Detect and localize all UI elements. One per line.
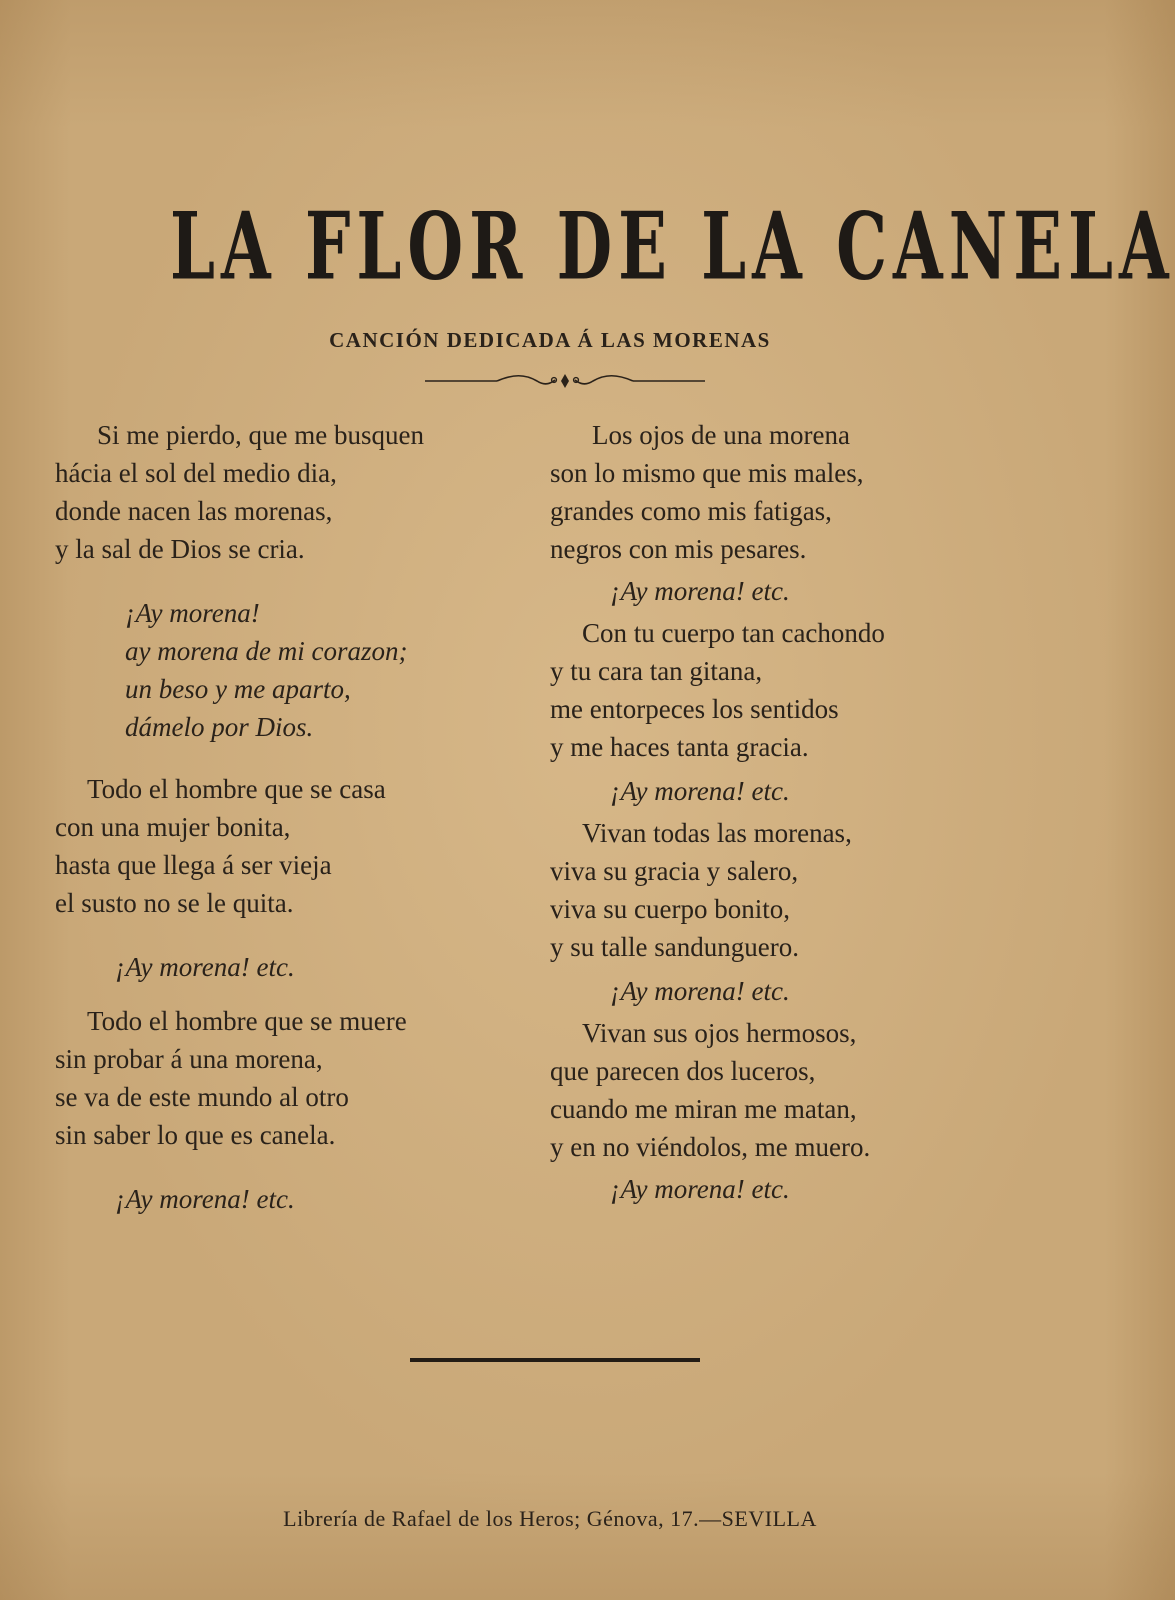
refrain: ¡Ay morena! etc.: [610, 1174, 790, 1204]
refrain: ¡Ay morena! etc.: [610, 776, 790, 806]
stanza-2: [550, 614, 1020, 766]
stanza-3: [55, 1002, 535, 1154]
chorus-line: ¡Ay morena!: [125, 598, 260, 628]
verse-line: Todo el hombre que se muere: [87, 1006, 407, 1036]
verse-line: Si me pierdo, que me busquen: [97, 420, 424, 450]
verse-line: viva su cuerpo bonito,: [550, 894, 790, 924]
chorus-line: dámelo por Dios.: [125, 712, 314, 742]
verse-line: y su talle sandunguero.: [550, 932, 799, 962]
verse-line: grandes como mis fatigas,: [550, 496, 832, 526]
verse-line: hácia el sol del medio dia,: [55, 458, 337, 488]
verse-line: me entorpeces los sentidos: [550, 694, 839, 724]
publisher-imprint: Librería de Rafael de los Heros; Génova, 17.—SEVILLA: [283, 1506, 817, 1531]
verse-line: cuando me miran me matan,: [550, 1094, 857, 1124]
verse-line: Vivan sus ojos hermosos,: [582, 1018, 857, 1048]
verse-line: se va de este mundo al otro: [55, 1082, 349, 1112]
stanza-3: [550, 814, 1020, 966]
verse-line: con una mujer bonita,: [55, 812, 291, 842]
stanza-1: [550, 416, 1020, 568]
refrain: ¡Ay morena! etc.: [115, 952, 295, 982]
song-title: LA FLOR DE LA CANELA: [170, 192, 1175, 302]
stanza-1: [55, 416, 535, 568]
verse-line: donde nacen las morenas,: [55, 496, 333, 526]
left-column: [55, 416, 535, 1218]
verse-line: y me haces tanta gracia.: [550, 732, 809, 762]
verse-line: y tu cara tan gitana,: [550, 656, 763, 686]
verse-line: viva su gracia y salero,: [550, 856, 799, 886]
verse-line: son lo mismo que mis males,: [550, 458, 864, 488]
song-subtitle: CANCIÓN DEDICADA Á LAS MORENAS: [329, 328, 771, 352]
verse-line: hasta que llega á ser vieja: [55, 850, 332, 880]
verse-line: Con tu cuerpo tan cachondo: [582, 618, 885, 648]
flourish-ornament: [425, 372, 705, 390]
verse-line: negros con mis pesares.: [550, 534, 807, 564]
divider-rule: [410, 1358, 700, 1362]
chorus-line: un beso y me aparto,: [125, 674, 351, 704]
verse-line: Todo el hombre que se casa: [87, 774, 386, 804]
refrain: ¡Ay morena! etc.: [610, 976, 790, 1006]
refrain: ¡Ay morena! etc.: [610, 576, 790, 606]
chorus: [55, 594, 535, 746]
stanza-4: [550, 1014, 1020, 1166]
verse-line: Vivan todas las morenas,: [582, 818, 852, 848]
verse-line: y en no viéndolos, me muero.: [550, 1132, 871, 1162]
stanza-2: [55, 770, 535, 922]
right-column: [550, 416, 1020, 1208]
verse-line: sin probar á una morena,: [55, 1044, 323, 1074]
verse-line: y la sal de Dios se cria.: [55, 534, 305, 564]
chorus-line: ay morena de mi corazon;: [125, 636, 408, 666]
refrain: ¡Ay morena! etc.: [115, 1184, 295, 1214]
verse-line: Los ojos de una morena: [592, 420, 850, 450]
verse-line: sin saber lo que es canela.: [55, 1120, 336, 1150]
verse-line: que parecen dos luceros,: [550, 1056, 816, 1086]
verse-line: el susto no se le quita.: [55, 888, 294, 918]
